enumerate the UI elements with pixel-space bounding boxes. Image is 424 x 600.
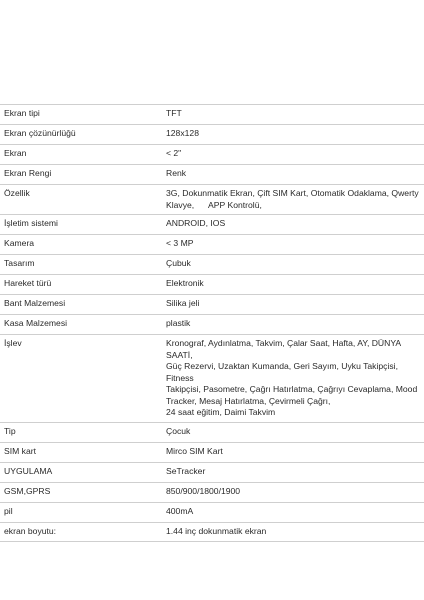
spec-value: 1.44 inç dokunmatik ekran	[166, 525, 267, 536]
spec-row	[0, 442, 424, 462]
spec-row	[0, 314, 424, 334]
spec-row	[0, 124, 424, 144]
spec-row	[0, 104, 424, 124]
spec-value: Kronograf, Aydınlatma, Takvim, Çalar Saat, Hafta, AY, DÜNYA SAATİ, Güç Rezervi, Uzaktan Kumanda, Geri Sayım, Uyku Takipçisi, Fitness Takipçisi, Pasometre, Çağrı Hatırlatma, Çağrıyı Cevaplama, Mood Tracker, Mesaj Hatırlatma, Çevirmeli Çağrı, 24 saat eğitim, Daimi Takvim	[166, 338, 418, 417]
spec-row	[0, 144, 424, 164]
spec-label: SIM kart	[4, 445, 36, 456]
spec-row	[0, 294, 424, 314]
spec-label: Ekran çözünürlüğü	[4, 128, 76, 138]
spec-label: GSM,GPRS	[4, 485, 51, 496]
spec-row	[0, 254, 424, 274]
spec-value: < 3 MP	[166, 238, 194, 248]
spec-value: SeTracker	[166, 465, 206, 476]
spec-value: 850/900/1800/1900	[166, 485, 241, 496]
spec-row	[0, 422, 424, 442]
spec-row	[0, 334, 424, 422]
spec-label: İşletim sistemi	[4, 218, 58, 228]
spec-row	[0, 274, 424, 294]
spec-row	[0, 184, 424, 214]
spec-value: 3G, Dokunmatik Ekran, Çift SIM Kart, Otomatik Odaklama, Qwerty Klavye, APP Kontrolü,	[166, 188, 419, 210]
spec-value: plastik	[166, 318, 191, 328]
spec-value: Çubuk	[166, 258, 191, 268]
spec-label: Ekran tipi	[4, 108, 40, 118]
spec-label: pil	[4, 505, 13, 516]
spec-value: Elektronik	[166, 278, 204, 288]
spec-row	[0, 214, 424, 234]
spec-value: Renk	[166, 168, 187, 178]
spec-row	[0, 482, 424, 502]
spec-label: Özellik	[4, 188, 30, 198]
spec-value: 400mA	[166, 505, 194, 516]
spec-row	[0, 234, 424, 254]
spec-row	[0, 502, 424, 522]
spec-value: TFT	[166, 108, 182, 118]
spec-value: < 2"	[166, 148, 182, 158]
spec-label: Tip	[4, 425, 16, 436]
spec-table	[0, 104, 424, 542]
spec-label: ekran boyutu:	[4, 525, 57, 536]
spec-value: Silika jeli	[166, 298, 200, 308]
spec-value: Çocuk	[166, 425, 191, 436]
spec-value: ANDROID, IOS	[166, 218, 226, 228]
spec-label: Bant Malzemesi	[4, 298, 66, 308]
spec-label: İşlev	[4, 338, 22, 348]
spec-label: Kasa Malzemesi	[4, 318, 68, 328]
spec-label: Tasarım	[4, 258, 35, 268]
spec-label: Kamera	[4, 238, 35, 248]
spec-row	[0, 522, 424, 542]
spec-row	[0, 164, 424, 184]
spec-value: 128x128	[166, 128, 199, 138]
spec-label: Ekran Rengi	[4, 168, 52, 178]
spec-value: Mirco SIM Kart	[166, 445, 223, 456]
spec-label: Ekran	[4, 148, 27, 158]
spec-label: Hareket türü	[4, 278, 52, 288]
spec-label: UYGULAMA	[4, 465, 53, 476]
spec-row	[0, 462, 424, 482]
